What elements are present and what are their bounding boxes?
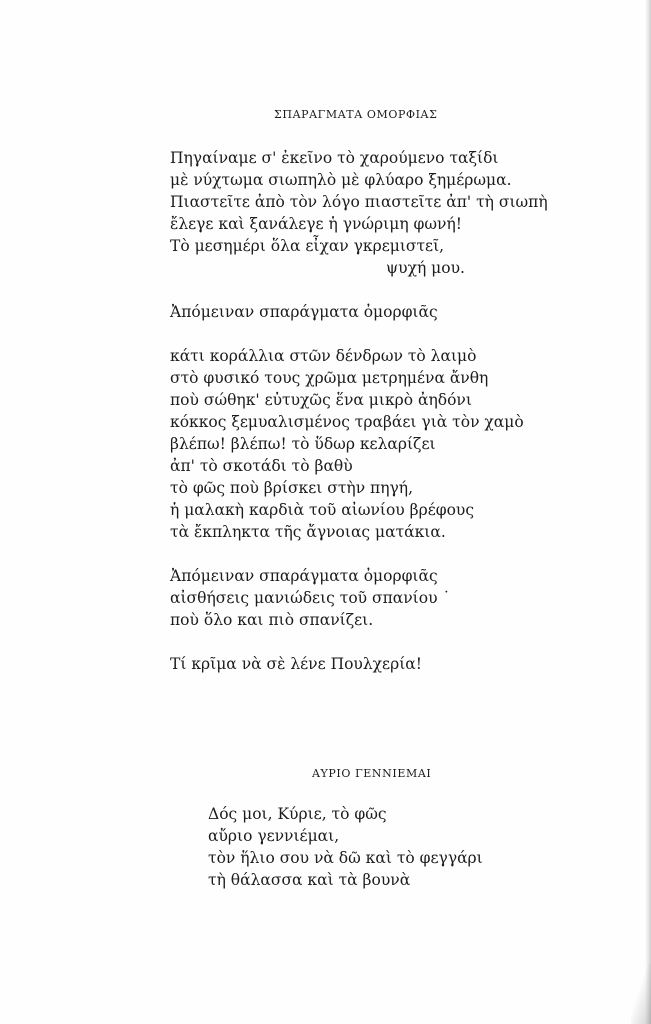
verse-line: ποὺ ὅλο και πιὸ σπανίζει. [170,611,374,629]
poem-body [208,803,483,891]
verse-line: μὲ νύχτωμα σιωπηλὸ μὲ φλύαρο ξημέρωμα. [170,171,512,189]
verse-line: κόκκος ξεμυαλισμένος τραβάει γιὰ τὸν χαμὸ [170,413,524,431]
verse-line: Δός μοι, Κύριε, τὸ φῶς [208,805,387,823]
verse-line: τὰ ἔκπληκτα τῆς ἄγνοιας ματάκια. [170,523,446,541]
stanza-break [170,631,548,653]
verse-line-indented: ψυχή μου. [386,259,465,277]
stanza-break [170,543,548,565]
verse-line: στὸ φυσικό τους χρῶμα μετρημένα ἄνθη [170,369,489,387]
page-corner-shadow [631,964,651,1024]
verse-line: ποὺ σώθηκ' εὐτυχῶς ἕνα μικρὸ ἀηδόνι [170,391,472,409]
verse-line: ἡ μαλακὴ καρδιὰ τοῦ αἰωνίου βρέφους [170,501,475,519]
verse-line: Πιαστεῖτε ἀπὸ τὸν λόγο πιαστεῖτε ἀπ' τὴ σιωπὴ [170,193,548,211]
verse-line: αὔριο γεννιέμαι, [208,827,340,845]
verse-line: ἔλεγε καὶ ξανάλεγε ἡ γνώριμη φωνή! [170,215,462,233]
verse-line: τὸν ἥλιο σου νὰ δῶ καὶ τὸ φεγγάρι [208,849,483,867]
verse-line: αἰσθήσεις μανιώδεις τοῦ σπανίου ˙ [170,589,451,607]
stanza-break [170,323,548,345]
verse-line: κάτι κοράλλια στῶν δένδρων τὸ λαιμὸ [170,347,477,365]
verse-line: βλέπω! βλέπω! τὸ ὕδωρ κελαρίζει [170,435,436,453]
verse-line: ἀπ' τὸ σκοτάδι τὸ βαθὺ [170,457,353,475]
verse-line: Τί κρῖμα νὰ σὲ λένε Πουλχερία! [170,655,422,673]
page-edge [645,0,651,1024]
verse-line: τὴ θάλασσα καὶ τὰ βουνὰ [208,871,411,889]
verse-line: Πηγαίναμε σ' ἐκεῖνο τὸ χαρούμενο ταξίδι [170,149,499,167]
verse-line: Τὸ μεσημέρι ὅλα εἶχαν γκρεμιστεῖ, [170,237,445,255]
poem-body [170,147,548,675]
stanza-break [170,279,548,301]
verse-line: τὸ φῶς ποὺ βρίσκει στὴν πηγή, [170,479,413,497]
verse-line: Ἀπόμειναν σπαράγματα ὀμορφιᾶς [170,303,438,321]
verse-line: Ἀπόμειναν σπαράγματα ὀμορφιᾶς [170,567,438,585]
poem-title: ΑΥΡΙΟ ΓΕΝΝΙΕΜΑΙ [312,767,432,780]
poem-title: ΣΠΑΡΑΓΜΑΤΑ ΟΜΟΡΦΙΑΣ [274,108,438,121]
